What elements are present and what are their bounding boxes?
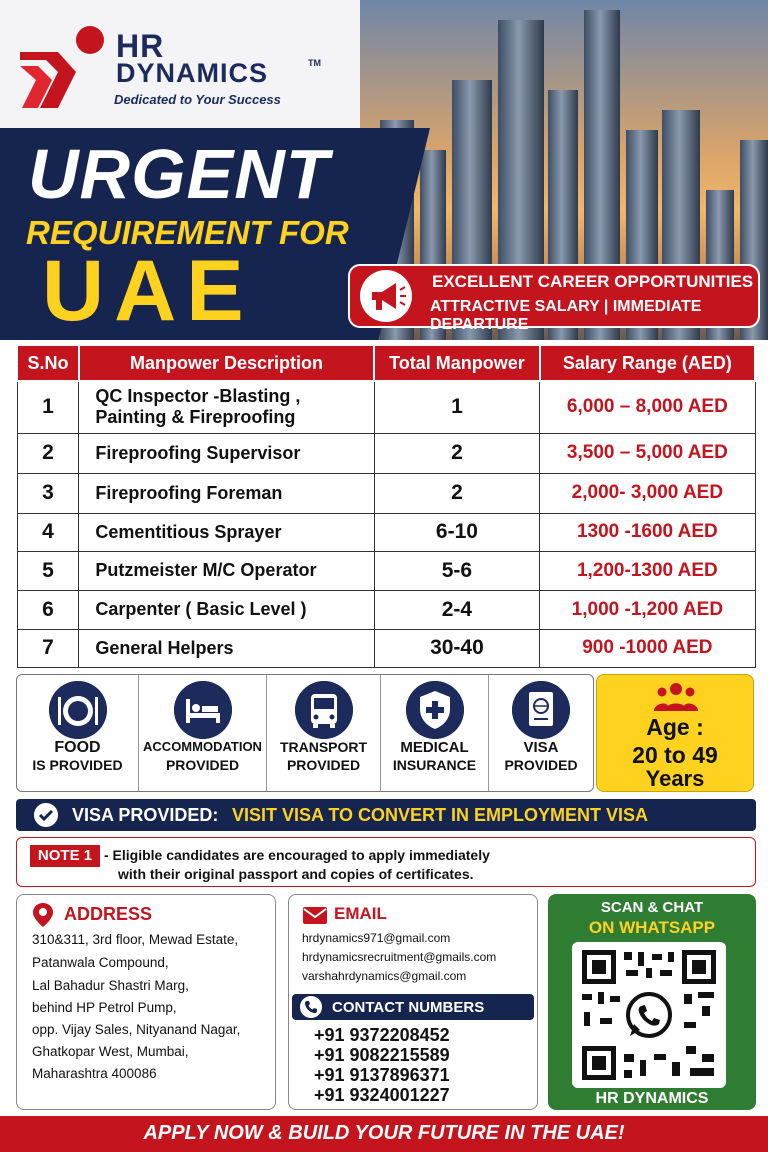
address-line: 310&311, 3rd floor, Mewad Estate, (32, 932, 239, 947)
row-total: 5-6 (374, 551, 540, 590)
row-salary: 6,000 – 8,000 AED (540, 381, 755, 433)
people-group-icon (653, 681, 699, 713)
brand-tagline: Dedicated to Your Success (114, 92, 281, 107)
location-pin-icon (32, 902, 54, 928)
email-address[interactable]: hrdynamicsrecruitment@gmails.com (302, 950, 497, 964)
row-total: 2-4 (374, 590, 540, 629)
whatsapp-chat-label: ON WHATSAPP (588, 918, 716, 937)
header-description: Manpower Description (79, 345, 374, 381)
row-description: General Helpers (79, 629, 374, 667)
row-sno: 7 (17, 629, 79, 667)
benefit-transport-line2: PROVIDED (286, 757, 361, 773)
table-header-row (17, 345, 755, 381)
row-sno: 3 (17, 473, 79, 513)
benefit-medical-line1: MEDICAL (400, 739, 469, 756)
row-salary: 2,000- 3,000 AED (540, 473, 755, 513)
address-line: Maharashtra 400086 (32, 1066, 157, 1081)
address-line: Patanwala Compound, (32, 955, 169, 970)
row-salary: 3,500 – 5,000 AED (540, 433, 755, 473)
benefit-accommodation-line1: ACCOMMODATION (143, 739, 262, 754)
row-sno: 5 (17, 551, 79, 590)
footer-call-to-action: APPLY NOW & BUILD YOUR FUTURE IN THE UAE! (143, 1122, 625, 1144)
benefit-medical (381, 675, 489, 791)
row-description: Fireproofing Foreman (79, 473, 374, 513)
table-row (17, 381, 755, 433)
row-description-line1: QC Inspector -Blasting , (95, 386, 301, 407)
row-description: Cementitious Sprayer (79, 513, 374, 551)
benefits-panel (16, 674, 594, 792)
row-salary: 1300 -1600 AED (540, 513, 755, 551)
email-title: EMAIL (334, 904, 387, 923)
row-description: Carpenter ( Basic Level ) (79, 590, 374, 629)
phone-number[interactable]: +91 9137896371 (314, 1065, 450, 1085)
benefit-visa-line2: PROVIDED (504, 757, 578, 773)
row-description (79, 381, 374, 433)
row-sno: 1 (17, 381, 79, 433)
header-sno: S.No (17, 345, 79, 381)
row-total: 30-40 (374, 629, 540, 667)
hr-dynamics-logo-icon (18, 22, 110, 114)
age-range: 20 to 49 (632, 742, 718, 768)
age-unit: Years (645, 766, 705, 791)
address-line: opp. Vijay Sales, Nityanand Nagar, (32, 1022, 241, 1037)
whatsapp-brand-label: HR DYNAMICS (595, 1090, 709, 1107)
phone-number[interactable]: +91 9082215589 (314, 1045, 450, 1065)
benefit-medical-line2: INSURANCE (392, 757, 477, 773)
row-total: 2 (374, 433, 540, 473)
banner-line1: EXCELLENT CAREER OPPORTUNITIES (432, 272, 754, 291)
banner-line2: ATTRACTIVE SALARY | IMMEDIATE DEPARTURE (430, 298, 702, 333)
table-row (17, 513, 755, 551)
email-address[interactable]: varshahrdynamics@gmail.com (302, 969, 467, 983)
row-sno: 2 (17, 433, 79, 473)
note-tag-label: NOTE 1 (37, 847, 93, 864)
address-title: ADDRESS (64, 904, 153, 924)
table-row (17, 590, 755, 629)
phone-number[interactable]: +91 9324001227 (314, 1085, 450, 1105)
benefit-accommodation (139, 675, 267, 791)
headline-urgent: URGENT (28, 135, 330, 213)
table-row (17, 433, 755, 473)
bed-icon (174, 681, 232, 739)
row-description-line2: Painting & Fireproofing (95, 407, 296, 428)
age-label: Age : (646, 714, 704, 740)
email-icon (302, 904, 328, 926)
benefit-visa (489, 675, 593, 791)
headline-requirement: REQUIREMENT FOR (26, 214, 349, 251)
contact-numbers-title: CONTACT NUMBERS (332, 999, 485, 1016)
row-salary: 1,000 -1,200 AED (540, 590, 755, 629)
row-salary: 1,200-1300 AED (540, 551, 755, 590)
benefit-food-line1: FOOD (54, 739, 101, 756)
email-address[interactable]: hrdynamics971@gmail.com (302, 931, 451, 945)
megaphone-icon (360, 270, 412, 322)
visa-label: VISA PROVIDED: (72, 805, 219, 825)
benefit-accommodation-line2: PROVIDED (165, 757, 240, 773)
table-row (17, 473, 755, 513)
note-line1: - Eligible candidates are encouraged to apply immediately (104, 847, 490, 863)
brand-name-line2: DYNAMICS (116, 58, 269, 88)
address-line: Ghatkopar West, Mumbai, (32, 1044, 189, 1059)
benefit-visa-line1: VISA (523, 739, 559, 756)
header-salary: Salary Range (AED) (540, 345, 755, 381)
row-description: Fireproofing Supervisor (79, 433, 374, 473)
benefit-transport-line1: TRANSPORT (279, 739, 368, 755)
row-total: 6-10 (374, 513, 540, 551)
note-line2: with their original passport and copies of certificates. (118, 866, 474, 882)
passport-icon (512, 681, 570, 739)
phone-number[interactable]: +91 9372208452 (314, 1025, 450, 1045)
table-row (17, 551, 755, 590)
brand-name-line1: HR (116, 28, 165, 64)
row-description: Putzmeister M/C Operator (79, 551, 374, 590)
whatsapp-scan-label: SCAN & CHAT (600, 899, 704, 916)
benefit-transport (267, 675, 381, 791)
row-sno: 4 (17, 513, 79, 551)
bus-icon (295, 681, 353, 739)
medical-shield-icon (406, 681, 464, 739)
phone-icon (300, 996, 322, 1018)
whatsapp-qr-code[interactable] (572, 942, 726, 1088)
headline-uae: UAE (42, 243, 254, 339)
trademark-mark: TM (308, 58, 321, 68)
address-line: Lal Bahadur Shastri Marg, (32, 978, 189, 993)
visa-text: VISIT VISA TO CONVERT IN EMPLOYMENT VISA (232, 805, 649, 825)
benefit-food-line2: IS PROVIDED (32, 757, 123, 773)
address-line: behind HP Petrol Pump, (32, 1000, 177, 1015)
jobs-table (16, 344, 756, 668)
row-salary: 900 -1000 AED (540, 629, 755, 667)
header-total: Total Manpower (374, 345, 540, 381)
row-sno: 6 (17, 590, 79, 629)
check-circle-icon (34, 803, 58, 827)
benefit-food (17, 675, 139, 791)
table-row (17, 629, 755, 667)
row-total: 1 (374, 381, 540, 433)
row-total: 2 (374, 473, 540, 513)
food-plate-icon (49, 681, 107, 739)
